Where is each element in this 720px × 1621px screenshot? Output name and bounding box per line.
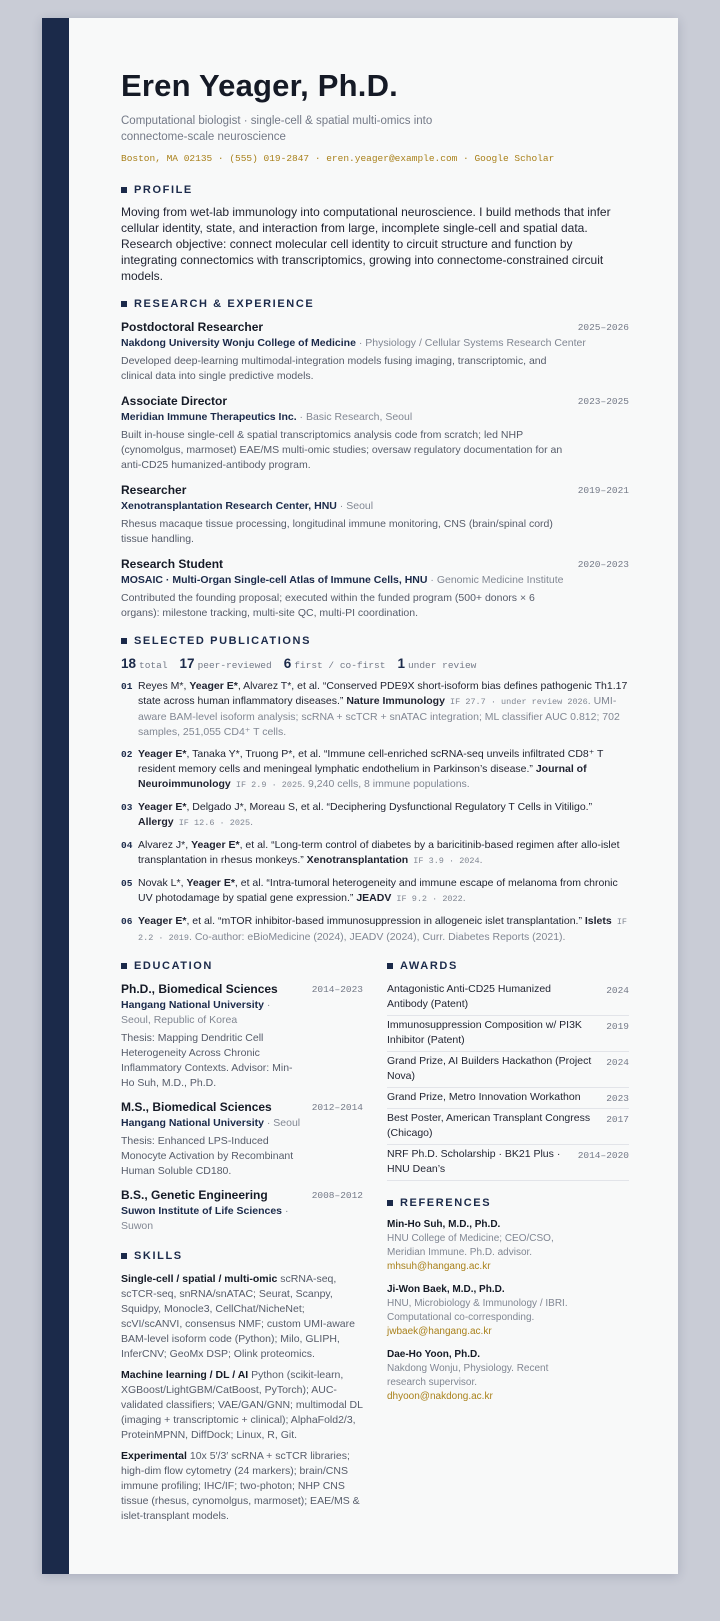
- square-bullet-icon: [121, 301, 127, 307]
- award-item: Best Poster, American Transplant Congress (Chicago) 2017: [387, 1109, 629, 1145]
- section-heading-skills: SKILLS: [121, 1250, 363, 1262]
- award-item: Antagonistic Anti-CD25 Humanized Antibody (Patent) 2024: [387, 980, 629, 1016]
- profile-text: Moving from wet-lab immunology into computational neuroscience. I build methods that infer cellular identity, state, and interaction from large, incomplete single-cell and spatial data. Research objective: connect molecular cell identity to circuit structure and function by integrating connectomics with transcriptomics, growing into connectome-constrained circuit models.: [121, 205, 611, 283]
- job-organization: Meridian Immune Therapeutics Inc. · Basic Research, Seoul: [121, 411, 413, 423]
- section-heading-references: REFERENCES: [387, 1197, 629, 1209]
- degree-title: M.S., Biomedical Sciences: [121, 1100, 272, 1114]
- publication-item: 02 Yeager E*, Tanaka Y*, Truong P*, et al. “Immune cell-enriched scRNA-seq unveils infiltrated CD8⁺ T resident memory cells and meningeal lymphatic endothelium in Parkinson’s disease.” Journal of Neuroimmunology IF 2.9 · 2025. 9,240 cells, 8 immune populations.: [121, 748, 604, 790]
- section-heading-awards: AWARDS: [387, 960, 629, 972]
- contact-line: Boston, MA 02135 · (555) 019-2847 · eren.yeager@example.com · Google Scholar: [121, 153, 555, 164]
- experience-item: [121, 394, 629, 473]
- experience-item: [121, 320, 629, 384]
- education-item: [121, 1100, 363, 1179]
- reference-item: [387, 1284, 629, 1339]
- job-organization: Xenotransplantation Research Center, HNU · Seoul: [121, 500, 374, 512]
- section-heading-education: EDUCATION: [121, 960, 363, 972]
- job-title: Research Student: [121, 557, 224, 571]
- left-column: [121, 960, 363, 1524]
- square-bullet-icon: [121, 187, 127, 193]
- experience-item: [121, 557, 629, 621]
- job-date: 2020–2023: [577, 559, 629, 570]
- degree-thesis: Thesis: Mapping Dendritic Cell Heterogeneity Across Chronic Inflammatory Contexts. Advisor: Min-Ho Suh, M.D., Ph.D.: [121, 1032, 293, 1089]
- skill-group: Machine learning / DL / AI Python (scikit-learn, XGBoost/LightGBM/CatBoost, PyTorch); AUC-validated classifiers; VAE/GAN/GNN; multimodal DL (imaging + transcriptomic + clinical); AlphaFold2/3, ProteinMPNN, DiffDock; Linux, R, Git.: [121, 1369, 363, 1441]
- award-item: Immunosuppression Composition w/ PI3K Inhibitor (Patent) 2019: [387, 1016, 629, 1052]
- reference-item: [387, 1219, 629, 1274]
- reference-name: Min-Ho Suh, M.D., Ph.D.: [387, 1219, 501, 1230]
- degree-date: 2014–2023: [311, 984, 363, 995]
- publication-item: 01 Reyes M*, Yeager E*, Alvarez T*, et al. “Conserved PDE9X short-isoform bias defines pathogenic Th1.17 state across human inflammatory diseases.” Nature Immunology IF 27.7 · under review 2026. UMI-aware BAM-level isoform analysis; scRNA + scTCR + snATAC integration; ML classifier AUC 0.812; 702 samples, 251,055 CD4⁺ T cells.: [121, 680, 628, 738]
- publication-item: 03 Yeager E*, Delgado J*, Moreau S, et al. “Deciphering Dysfunctional Regulatory T Cells in Vitiligo.” Allergy IF 12.6 · 2025.: [121, 801, 593, 828]
- section-heading-experience: RESEARCH & EXPERIENCE: [121, 298, 629, 310]
- degree-institution: Suwon Institute of Life Sciences · Suwon: [121, 1205, 289, 1232]
- reference-email-link[interactable]: dhyoon@nakdong.ac.kr: [387, 1391, 493, 1402]
- degree-title: Ph.D., Biomedical Sciences: [121, 982, 278, 996]
- reference-description: HNU College of Medicine; CEO/CSO, Meridian Immune. Ph.D. advisor.: [387, 1233, 554, 1258]
- degree-title: B.S., Genetic Engineering: [121, 1188, 268, 1202]
- job-title: Postdoctoral Researcher: [121, 320, 264, 334]
- square-bullet-icon: [387, 1200, 393, 1206]
- resume-content: [121, 68, 629, 1560]
- education-item: [121, 982, 363, 1091]
- square-bullet-icon: [387, 963, 393, 969]
- job-date: 2019–2021: [577, 485, 629, 496]
- candidate-name: Eren Yeager, Ph.D.: [121, 68, 398, 103]
- square-bullet-icon: [121, 1253, 127, 1259]
- education-item: [121, 1188, 363, 1234]
- reference-item: [387, 1349, 629, 1404]
- reference-name: Dae-Ho Yoon, Ph.D.: [387, 1349, 480, 1360]
- publication-item: 05 Novak L*, Yeager E*, et al. “Intra-tumoral heterogeneity and immune escape of melanoma from chronic UV photodamage by spatial gene expression.” JEADV IF 9.2 · 2022.: [121, 877, 618, 904]
- skill-group: Single-cell / spatial / multi-omic scRNA-seq, scTCR-seq, snRNA/snATAC; Seurat, Scanpy, Squidpy, Monocle3, CellChat/NicheNet; scVI/scANVI, consensus NMF; custom UMI-aware BAM-level isoform code (Python); Milo, GLIPH, InferCNV; GeoMx DSP; Olink proteomics.: [121, 1273, 355, 1360]
- job-description: Rhesus macaque tissue processing, longitudinal immune monitoring, CNS (brain/spinal cord) tissue handling.: [121, 518, 553, 545]
- candidate-subtitle: Computational biologist · single-cell & spatial multi-omics into connectome-scale neuroscience: [121, 115, 433, 143]
- degree-institution: Hangang National University · Seoul, Republic of Korea: [121, 999, 271, 1026]
- job-date: 2023–2025: [577, 396, 629, 407]
- reference-name: Ji-Won Baek, M.D., Ph.D.: [387, 1284, 505, 1295]
- reference-description: HNU, Microbiology & Immunology / IBRI. Computational co-corresponding.: [387, 1298, 568, 1323]
- job-title: Researcher: [121, 483, 187, 497]
- award-item: Grand Prize, AI Builders Hackathon (Project Nova) 2024: [387, 1052, 629, 1088]
- degree-institution: Hangang National University · Seoul: [121, 1117, 301, 1129]
- two-column-section: [121, 960, 629, 1560]
- publication-item: 04 Alvarez J*, Yeager E*, et al. “Long-term control of diabetes by a baricitinib-based regimen after allo-islet transplantation in rhesus monkeys.” Xenotransplantation IF 3.9 · 2024.: [121, 839, 620, 866]
- awards-list: [387, 980, 629, 1181]
- reference-description: Nakdong Wonju, Physiology. Recent research supervisor.: [387, 1363, 549, 1388]
- section-heading-profile: PROFILE: [121, 184, 629, 196]
- square-bullet-icon: [121, 638, 127, 644]
- experience-item: [121, 483, 629, 547]
- degree-date: 2012–2014: [311, 1102, 363, 1113]
- job-title: Associate Director: [121, 394, 228, 408]
- reference-email-link[interactable]: mhsuh@hangang.ac.kr: [387, 1261, 491, 1272]
- job-organization: MOSAIC · Multi-Organ Single-cell Atlas of Immune Cells, HNU · Genomic Medicine Institute: [121, 574, 564, 586]
- publication-stats: 18 total 17 peer-reviewed 6 first / co-first 1 under review: [121, 656, 477, 671]
- square-bullet-icon: [121, 963, 127, 969]
- job-description: Contributed the founding proposal; executed within the funded program (500+ donors × 6 organs): milestone tracking, multi-site QC, multi-PI coordination.: [121, 592, 535, 619]
- skill-group: Experimental 10x 5′/3′ scRNA + scTCR libraries; high-dim flow cytometry (24 markers); brain/CNS immune profiling; IHC/IF; two-photon; NHP CNS tissue (rhesus, cynomolgus, marmoset); EAE/MS & islet-transplant models.: [121, 1450, 360, 1522]
- sidebar-accent-bar: [42, 18, 69, 1574]
- award-item: Grand Prize, Metro Innovation Workathon 2023: [387, 1088, 629, 1109]
- publication-item: 06 Yeager E*, et al. “mTOR inhibitor-based immunosuppression in allogeneic islet transplantation.” Islets IF 2.2 · 2019. Co-author: eBioMedicine (2024), JEADV (2024), Curr. Diabetes Reports (2021).: [121, 915, 628, 943]
- right-column: [387, 960, 629, 1404]
- degree-thesis: Thesis: Enhanced LPS-Induced Monocyte Activation by Recombinant Human Soluble CD180.: [121, 1135, 294, 1177]
- job-organization: Nakdong University Wonju College of Medicine · Physiology / Cellular Systems Research Center: [121, 337, 586, 349]
- award-item: NRF Ph.D. Scholarship · BK21 Plus · HNU Dean’s 2014–2020: [387, 1145, 629, 1181]
- section-heading-publications: SELECTED PUBLICATIONS: [121, 635, 629, 647]
- degree-date: 2008–2012: [311, 1190, 363, 1201]
- job-description: Developed deep-learning multimodal-integration models fusing imaging, transcriptomic, and clinical data into single predictive models.: [121, 355, 547, 382]
- resume-page: [42, 18, 678, 1574]
- job-date: 2025–2026: [577, 322, 629, 333]
- job-description: Built in-house single-cell & spatial transcriptomics analysis code from scratch; led NHP (cynomolgus, marmoset) EAE/MS multi-omic studies; oversaw regulatory documentation for an anti-CD25 humanized-antibody program.: [121, 429, 563, 471]
- reference-email-link[interactable]: jwbaek@hangang.ac.kr: [387, 1326, 492, 1337]
